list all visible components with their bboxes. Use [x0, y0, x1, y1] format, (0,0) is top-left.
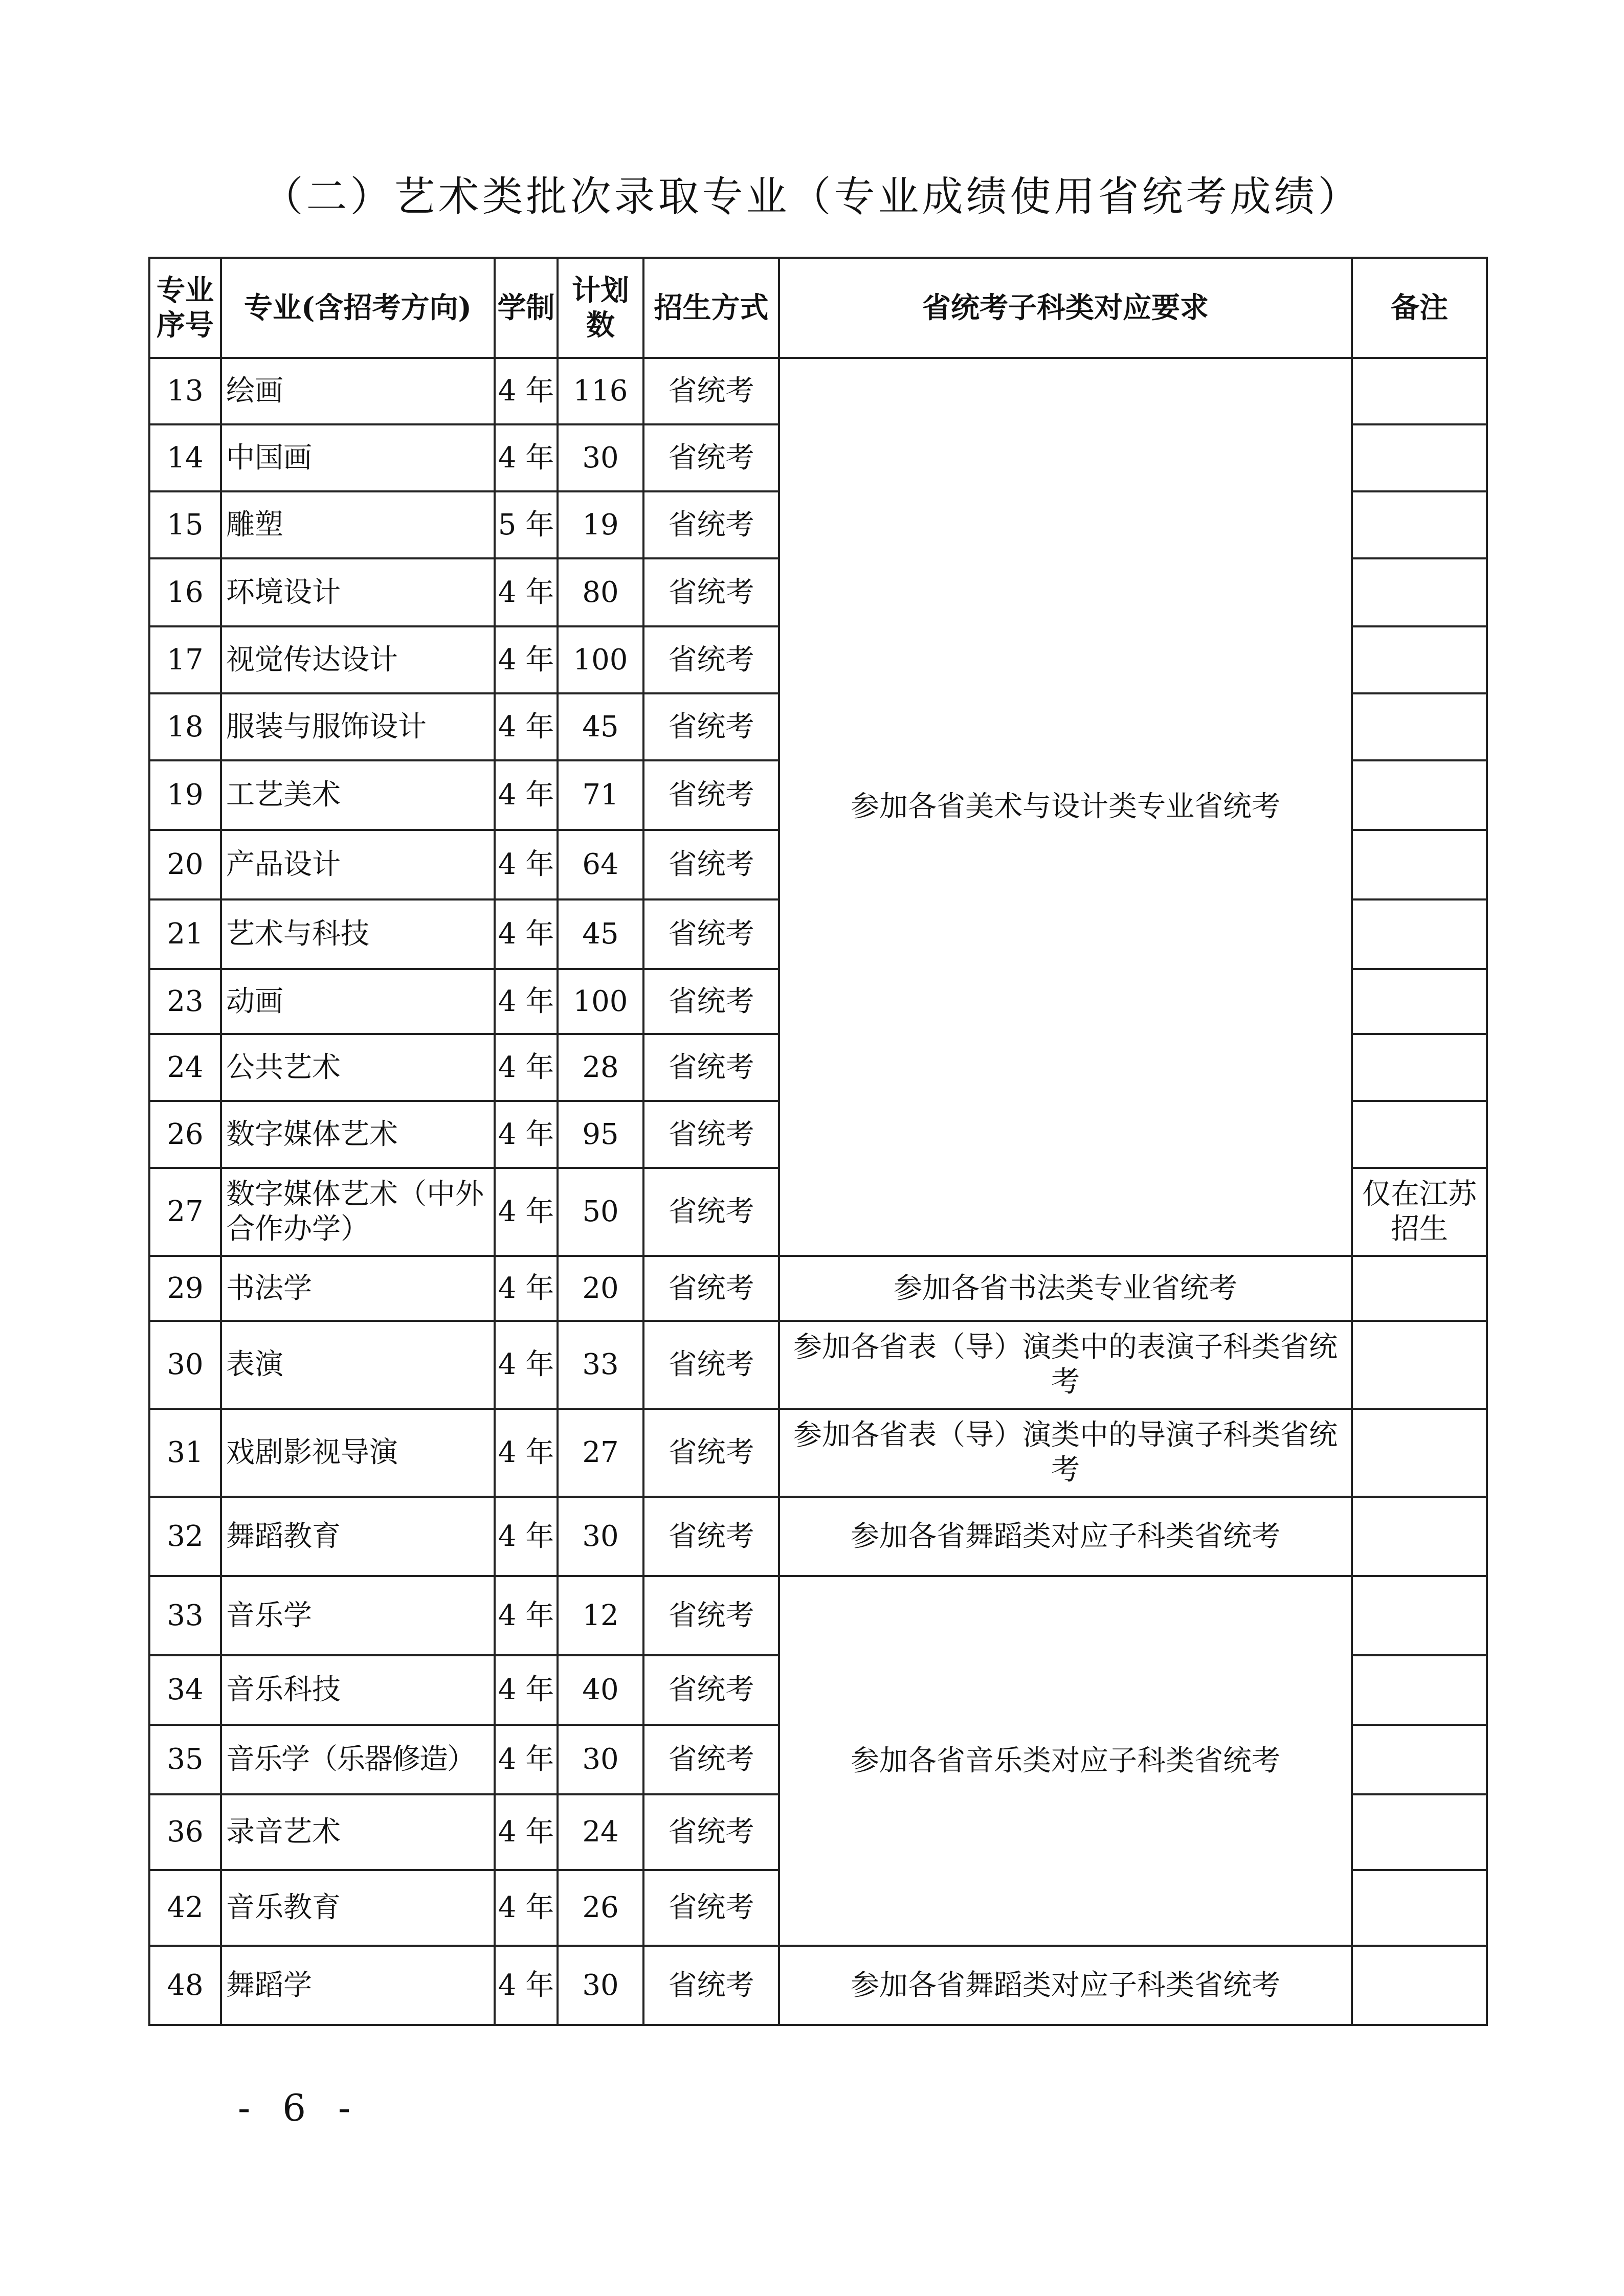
- cell-major: 戏剧影视导演: [221, 1409, 495, 1497]
- cell-major: 舞蹈教育: [221, 1497, 495, 1576]
- cell-major: 书法学: [221, 1256, 495, 1321]
- cell-seq: 42: [149, 1870, 221, 1946]
- cell-note: [1352, 1321, 1487, 1409]
- cell-major: 环境设计: [221, 558, 495, 626]
- cell-years: 4 年: [495, 1256, 558, 1321]
- cell-seq: 31: [149, 1409, 221, 1497]
- cell-seq: 15: [149, 491, 221, 558]
- cell-major: 音乐学: [221, 1576, 495, 1655]
- cell-method: 省统考: [643, 830, 779, 899]
- cell-years: 4 年: [495, 1725, 558, 1794]
- cell-method: 省统考: [643, 1168, 779, 1256]
- page-title: （二）艺术类批次录取专业（专业成绩使用省统考成绩）: [262, 173, 1362, 220]
- header-method: 招生方式: [643, 258, 779, 358]
- cell-major: 绘画: [221, 358, 495, 424]
- cell-plan: 95: [558, 1101, 643, 1168]
- cell-major: 舞蹈学: [221, 1946, 495, 2025]
- cell-plan: 12: [558, 1576, 643, 1655]
- cell-major: 数字媒体艺术: [221, 1101, 495, 1168]
- cell-years: 4 年: [495, 558, 558, 626]
- table-row: [149, 1497, 1487, 1576]
- cell-note: [1352, 424, 1487, 491]
- cell-plan: 100: [558, 626, 643, 693]
- cell-note: [1352, 1794, 1487, 1870]
- cell-note: [1352, 626, 1487, 693]
- cell-plan: 50: [558, 1168, 643, 1256]
- cell-seq: 35: [149, 1725, 221, 1794]
- cell-seq: 34: [149, 1655, 221, 1725]
- cell-seq: 21: [149, 899, 221, 969]
- cell-plan: 116: [558, 358, 643, 424]
- cell-method: 省统考: [643, 1946, 779, 2025]
- cell-major: 产品设计: [221, 830, 495, 899]
- cell-plan: 30: [558, 1497, 643, 1576]
- cell-seq: 19: [149, 760, 221, 830]
- cell-method: 省统考: [643, 1101, 779, 1168]
- cell-years: 4 年: [495, 1946, 558, 2025]
- table-row: [149, 358, 1487, 424]
- cell-note: [1352, 1655, 1487, 1725]
- cell-note: [1352, 969, 1487, 1034]
- cell-plan: 26: [558, 1870, 643, 1946]
- cell-major: 音乐科技: [221, 1655, 495, 1725]
- cell-note: [1352, 1870, 1487, 1946]
- cell-major: 音乐学（乐器修造）: [221, 1725, 495, 1794]
- cell-seq: 14: [149, 424, 221, 491]
- cell-years: 4 年: [495, 693, 558, 760]
- cell-method: 省统考: [643, 1794, 779, 1870]
- cell-seq: 17: [149, 626, 221, 693]
- cell-major: 数字媒体艺术（中外合作办学）: [221, 1168, 495, 1256]
- cell-seq: 33: [149, 1576, 221, 1655]
- cell-major: 艺术与科技: [221, 899, 495, 969]
- cell-note: [1352, 1497, 1487, 1576]
- cell-method: 省统考: [643, 1034, 779, 1101]
- header-years: 学制: [495, 258, 558, 358]
- cell-years: 4 年: [495, 760, 558, 830]
- cell-years: 4 年: [495, 1576, 558, 1655]
- cell-note: [1352, 830, 1487, 899]
- cell-requirement: 参加各省舞蹈类对应子科类省统考: [779, 1946, 1352, 2025]
- table-row: [149, 1256, 1487, 1321]
- header-major: 专业(含招考方向): [221, 258, 495, 358]
- cell-seq: 18: [149, 693, 221, 760]
- cell-years: 4 年: [495, 969, 558, 1034]
- cell-major: 表演: [221, 1321, 495, 1409]
- cell-seq: 48: [149, 1946, 221, 2025]
- cell-plan: 24: [558, 1794, 643, 1870]
- cell-years: 4 年: [495, 899, 558, 969]
- cell-seq: 27: [149, 1168, 221, 1256]
- cell-note: [1352, 1101, 1487, 1168]
- cell-years: 4 年: [495, 1655, 558, 1725]
- cell-seq: 30: [149, 1321, 221, 1409]
- cell-seq: 20: [149, 830, 221, 899]
- cell-method: 省统考: [643, 1321, 779, 1409]
- cell-plan: 30: [558, 1725, 643, 1794]
- cell-years: 4 年: [495, 358, 558, 424]
- admission-table: [148, 257, 1488, 2026]
- cell-method: 省统考: [643, 1870, 779, 1946]
- cell-major: 服装与服饰设计: [221, 693, 495, 760]
- cell-method: 省统考: [643, 760, 779, 830]
- cell-years: 4 年: [495, 1497, 558, 1576]
- cell-seq: 26: [149, 1101, 221, 1168]
- cell-years: 4 年: [495, 1409, 558, 1497]
- cell-note: [1352, 1576, 1487, 1655]
- cell-method: 省统考: [643, 1497, 779, 1576]
- cell-note: [1352, 693, 1487, 760]
- page-number: - 6 -: [238, 2086, 361, 2129]
- cell-major: 动画: [221, 969, 495, 1034]
- cell-requirement: 参加各省表（导）演类中的导演子科类省统考: [779, 1409, 1352, 1497]
- cell-major: 工艺美术: [221, 760, 495, 830]
- cell-years: 4 年: [495, 1321, 558, 1409]
- cell-plan: 30: [558, 1946, 643, 2025]
- cell-seq: 24: [149, 1034, 221, 1101]
- cell-major: 公共艺术: [221, 1034, 495, 1101]
- cell-seq: 36: [149, 1794, 221, 1870]
- cell-method: 省统考: [643, 1576, 779, 1655]
- cell-note: [1352, 1946, 1487, 2025]
- cell-note: [1352, 558, 1487, 626]
- cell-plan: 20: [558, 1256, 643, 1321]
- cell-plan: 27: [558, 1409, 643, 1497]
- table-row: [149, 1321, 1487, 1409]
- cell-method: 省统考: [643, 1409, 779, 1497]
- cell-seq: 13: [149, 358, 221, 424]
- cell-plan: 45: [558, 899, 643, 969]
- cell-requirement: 参加各省美术与设计类专业省统考: [779, 358, 1352, 1256]
- cell-note: 仅在江苏招生: [1352, 1168, 1487, 1256]
- cell-years: 4 年: [495, 424, 558, 491]
- cell-note: [1352, 1034, 1487, 1101]
- cell-method: 省统考: [643, 1256, 779, 1321]
- cell-major: 雕塑: [221, 491, 495, 558]
- cell-years: 4 年: [495, 1101, 558, 1168]
- cell-plan: 19: [558, 491, 643, 558]
- cell-years: 4 年: [495, 1168, 558, 1256]
- cell-years: 4 年: [495, 1794, 558, 1870]
- cell-plan: 64: [558, 830, 643, 899]
- cell-major: 视觉传达设计: [221, 626, 495, 693]
- cell-method: 省统考: [643, 358, 779, 424]
- cell-note: [1352, 899, 1487, 969]
- table-row: [149, 1576, 1487, 1655]
- cell-requirement: 参加各省表（导）演类中的表演子科类省统考: [779, 1321, 1352, 1409]
- cell-note: [1352, 1409, 1487, 1497]
- header-req: 省统考子科类对应要求: [779, 258, 1352, 358]
- cell-requirement: 参加各省书法类专业省统考: [779, 1256, 1352, 1321]
- cell-note: [1352, 1725, 1487, 1794]
- cell-years: 4 年: [495, 830, 558, 899]
- cell-plan: 80: [558, 558, 643, 626]
- cell-major: 中国画: [221, 424, 495, 491]
- cell-note: [1352, 760, 1487, 830]
- header-seq: 专业序号: [149, 258, 221, 358]
- table-row: [149, 1946, 1487, 2025]
- cell-plan: 71: [558, 760, 643, 830]
- cell-note: [1352, 358, 1487, 424]
- cell-plan: 100: [558, 969, 643, 1034]
- cell-method: 省统考: [643, 558, 779, 626]
- cell-requirement: 参加各省舞蹈类对应子科类省统考: [779, 1497, 1352, 1576]
- cell-plan: 40: [558, 1655, 643, 1725]
- cell-method: 省统考: [643, 1655, 779, 1725]
- cell-plan: 28: [558, 1034, 643, 1101]
- cell-plan: 33: [558, 1321, 643, 1409]
- cell-seq: 32: [149, 1497, 221, 1576]
- cell-years: 4 年: [495, 626, 558, 693]
- cell-method: 省统考: [643, 424, 779, 491]
- header-plan: 计划数: [558, 258, 643, 358]
- cell-years: 4 年: [495, 1870, 558, 1946]
- cell-method: 省统考: [643, 899, 779, 969]
- cell-years: 5 年: [495, 491, 558, 558]
- cell-seq: 16: [149, 558, 221, 626]
- cell-requirement: 参加各省音乐类对应子科类省统考: [779, 1576, 1352, 1946]
- cell-major: 录音艺术: [221, 1794, 495, 1870]
- table-row: [149, 1409, 1487, 1497]
- cell-method: 省统考: [643, 693, 779, 760]
- cell-years: 4 年: [495, 1034, 558, 1101]
- header-row: [149, 258, 1487, 358]
- cell-method: 省统考: [643, 491, 779, 558]
- cell-seq: 23: [149, 969, 221, 1034]
- cell-plan: 45: [558, 693, 643, 760]
- cell-seq: 29: [149, 1256, 221, 1321]
- cell-method: 省统考: [643, 626, 779, 693]
- cell-method: 省统考: [643, 969, 779, 1034]
- cell-method: 省统考: [643, 1725, 779, 1794]
- cell-major: 音乐教育: [221, 1870, 495, 1946]
- cell-note: [1352, 1256, 1487, 1321]
- header-note: 备注: [1352, 258, 1487, 358]
- cell-plan: 30: [558, 424, 643, 491]
- cell-note: [1352, 491, 1487, 558]
